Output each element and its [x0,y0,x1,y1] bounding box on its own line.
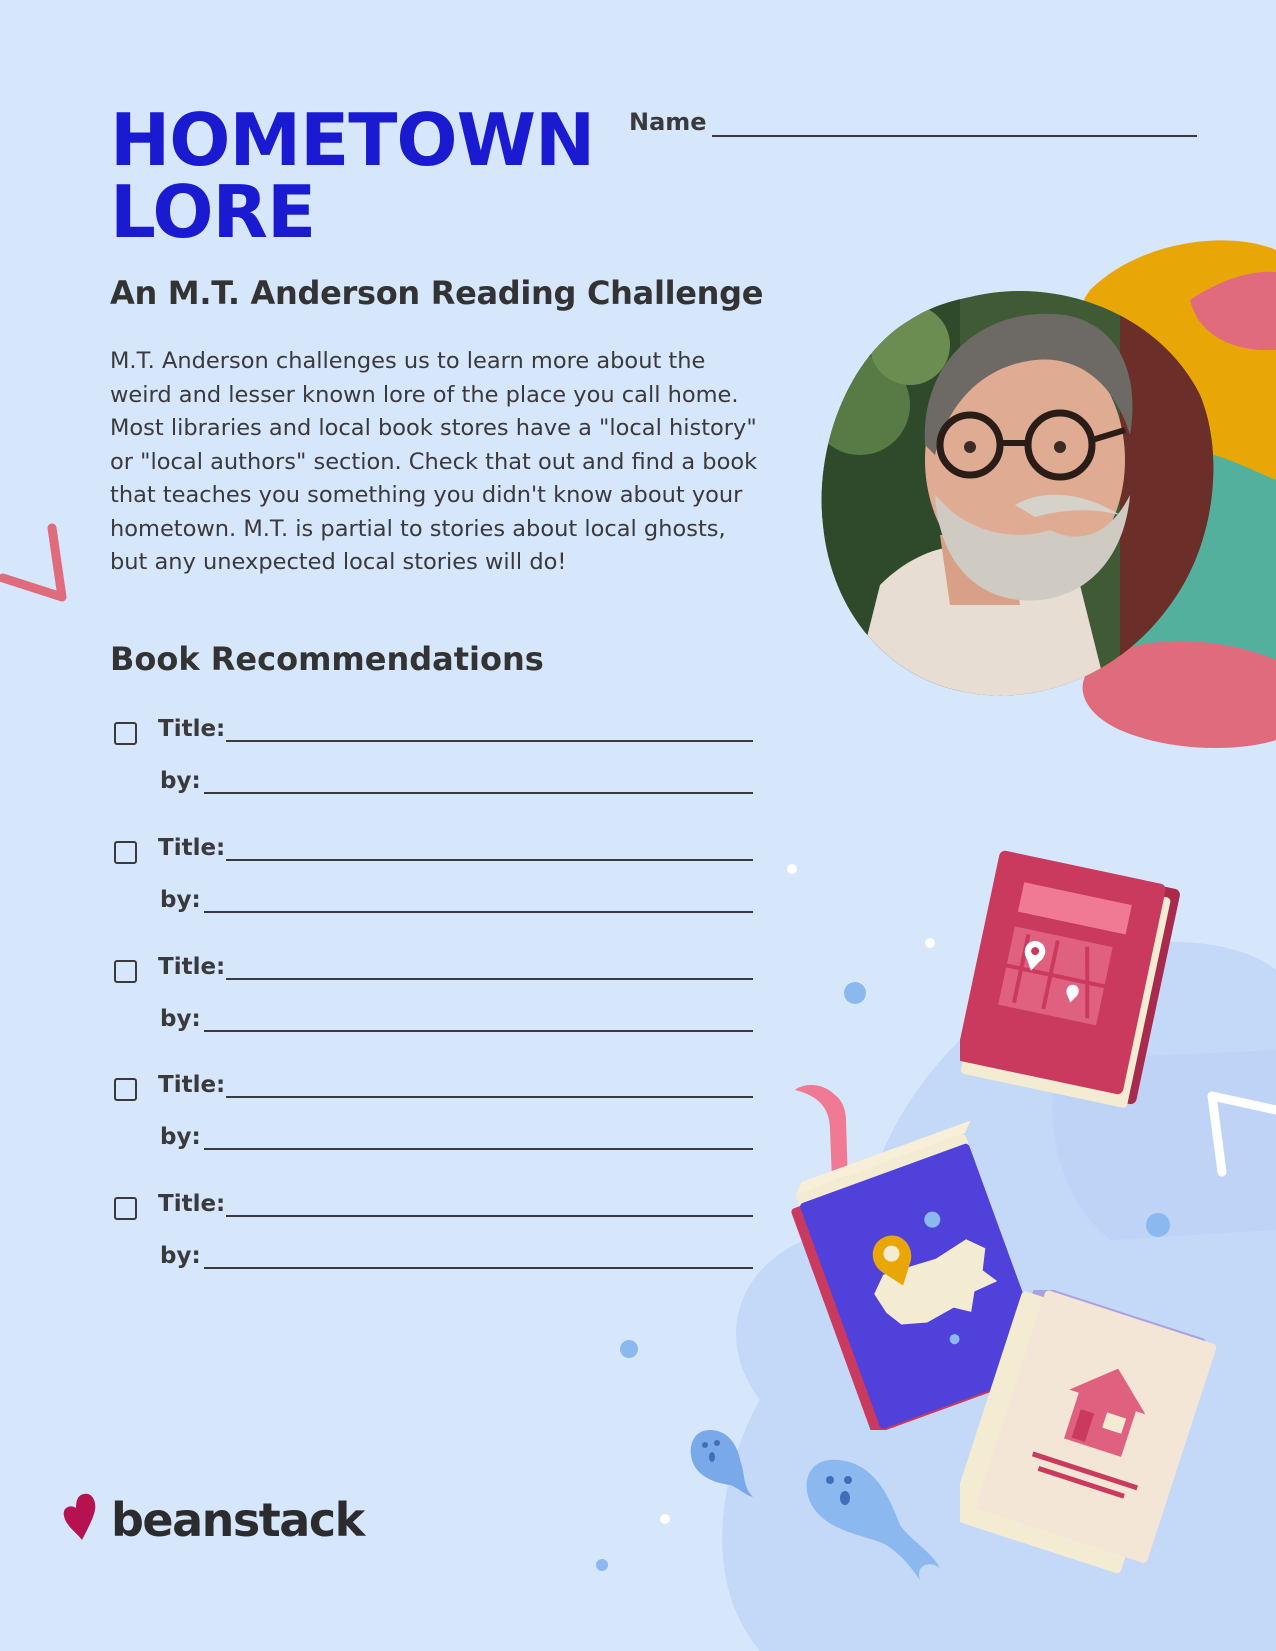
by-label: by: [160,768,201,794]
recommendation-checkbox[interactable] [114,1078,137,1101]
ghost-icon [800,1450,960,1590]
intro-line: hometown. M.T. is partial to stories about local ghosts, [110,515,726,542]
title-field-line[interactable] [226,1215,753,1217]
recommendation-checkbox[interactable] [114,960,137,983]
title-label: Title: [158,1072,226,1098]
intro-line: but any unexpected local stories will do! [110,549,567,575]
heart-icon [62,1492,98,1542]
subtitle: An M.T. Anderson Reading Challenge [110,274,764,312]
by-label: by: [160,1006,201,1032]
author-field-line[interactable] [204,1267,753,1269]
page-title-line-2: LORE [110,170,316,254]
name-field-line[interactable] [712,135,1197,137]
title-field-line[interactable] [226,859,753,861]
title-label: Title: [158,835,226,861]
intro-line: weird and lesser known lore of the place you call home. [110,381,739,408]
recommendation-item [110,710,750,830]
recommendation-checkbox[interactable] [114,722,137,745]
brand-logo: beanstack [111,1493,364,1547]
intro-line: that teaches you something you didn't know about your [110,482,743,508]
author-photo [820,285,1215,705]
by-label: by: [160,1243,201,1269]
chevron-left-deco [3,528,62,597]
author-field-line[interactable] [204,792,753,794]
by-label: by: [160,887,201,913]
title-label: Title: [158,1191,226,1217]
title-field-line[interactable] [226,740,753,742]
title-field-line[interactable] [226,978,753,980]
recommendations-heading: Book Recommendations [110,640,544,678]
author-field-line[interactable] [204,911,753,913]
recommendation-item [110,1185,750,1305]
intro-line: or "local authors" section. Check that out and find a book [110,448,758,475]
recommendation-item [110,829,750,949]
recommendation-item [110,1066,750,1186]
recommendation-checkbox[interactable] [114,1197,137,1220]
house-book-icon [960,1290,1230,1590]
ghost-icon [685,1425,755,1505]
author-field-line[interactable] [204,1148,753,1150]
title-label: Title: [158,954,226,980]
recommendation-checkbox[interactable] [114,841,137,864]
author-field-line[interactable] [204,1030,753,1032]
title-label: Title: [158,716,226,742]
recommendation-item [110,948,750,1068]
by-label: by: [160,1124,201,1150]
intro-line: Most libraries and local book stores have a "local history" [110,415,757,441]
intro-line: M.T. Anderson challenges us to learn more about the [110,348,706,374]
page-title-line-1: HOMETOWN [110,98,595,182]
name-label: Name [629,108,707,136]
intro-paragraph [110,345,780,580]
title-field-line[interactable] [226,1096,753,1098]
